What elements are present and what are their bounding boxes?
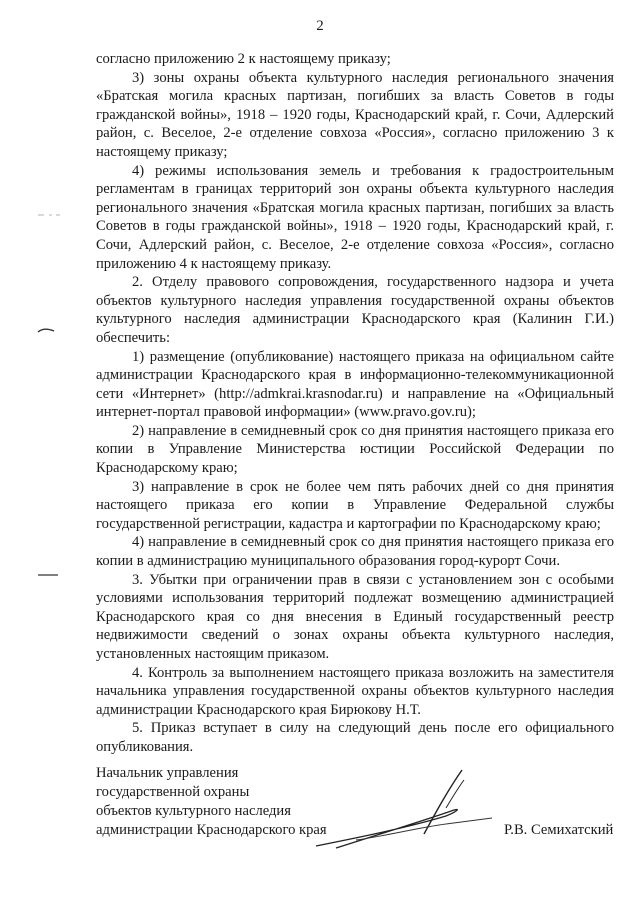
paragraph: согласно приложению 2 к настоящему приказу; [96,51,391,67]
margin-mark [36,322,62,340]
signatory-title-line: Начальник управления [96,765,239,781]
signatory-title-line: объектов культурного наследия [96,803,291,819]
paragraph: 2. Отделу правового сопровождения, государственного надзора и учета объектов культурного наследия управления государственной охраны объектов культурного наследия администрации Краснодарского края (Калинин Г.И.) обеспечить: [96,274,614,346]
page-number: 2 [316,18,324,34]
margin-mark [36,205,62,223]
paragraph: 1) размещение (опубликование) настоящего приказа на официальном сайте администрации Краснодарского края в информационно-телекоммуникационной сети «Интернет» (http://admkrai.krasnodar.ru) и направление на «Официальный интернет-портал правовой информации» (www.pravo.gov.ru); [96,348,614,421]
paragraph: 2) направление в семидневный срок со дня принятия настоящего приказа его копии в Управление Министерства юстиции Российской Федерации по Краснодарскому краю; [96,422,614,477]
signatory-title-line: администрации Краснодарского края [96,822,327,838]
paragraph: 3. Убытки при ограничении прав в связи с установлением зон с особыми условиями использования территорий подлежат возмещению администрацией Краснодарского края со дня внесения в Единый государственный реестр недвижимости сведений о зонах охраны объекта культурного наследия, установленных настоящим приказом. [96,571,614,662]
signatory-name: Р.В. Семихатский [504,822,614,838]
signature-block [96,764,614,864]
signatory-title [96,764,327,840]
paragraph: 3) зоны охраны объекта культурного наследия регионального значения «Братская могила красных партизан, погибших за власть Советов в годы гражданской войны», 1918 – 1920 годы, Краснодарский край, г. Сочи, Адлерский район, с. Веселое, 2-е отделение совхоза «Россия», согласно приложению 3 к настоящему приказу; [96,69,614,160]
paragraph: 3) направление в срок не более чем пять рабочих дней со дня принятия настоящего приказа его копии в Управление Федеральной службы государственной регистрации, кадастра и картографии по Краснодарскому краю; [96,478,614,532]
paragraph: 5. Приказ вступает в силу на следующий день после его официального опубликования. [96,720,614,755]
margin-mark [36,565,62,583]
handwritten-signature [296,768,506,858]
document-body [96,50,614,757]
paragraph: 4) направление в семидневный срок со дня принятия настоящего приказа его копии в администрацию муниципального образования город-курорт Сочи. [96,534,614,570]
paragraph: 4) режимы использования земель и требования к градостроительным регламентам в границах территорий зон охраны объекта культурного наследия регионального значения «Братская могила красных партизан, погибших за власть Советов в годы гражданской войны», 1918 – 1920 годы, Краснодарский край, г. Сочи, Адлерский район, с. Веселое, 2-е отделение совхоза «Россия», согласно приложению 4 к настоящему приказу. [96,162,614,272]
paragraph: 4. Контроль за выполнением настоящего приказа возложить на заместителя начальника управления государственной охраны объектов культурного наследия администрации Краснодарского края Бирюкову Н.Т. [96,664,614,718]
signatory-title-line: государственной охраны [96,784,250,800]
